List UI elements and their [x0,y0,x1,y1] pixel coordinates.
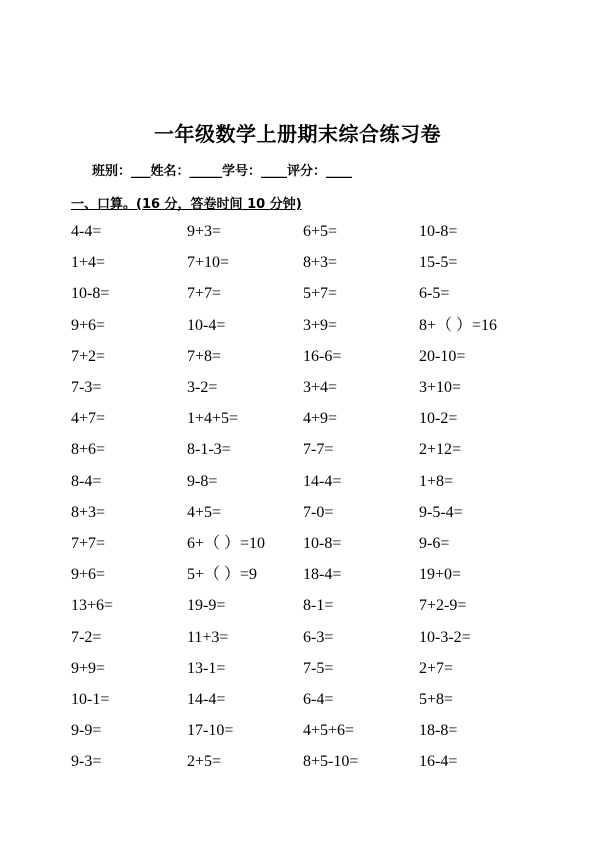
problem-item: 19+0= [419,566,462,584]
problem-item: 1+8= [419,472,454,490]
problem-item: 3+4= [303,379,338,396]
problem-item: 3-2= [187,379,218,396]
problem-item: 1+4+5= [187,410,239,428]
problem-item: 14-4= [303,472,342,490]
problem-item: 13+6= [71,597,114,615]
problem-item: 9+9= [71,659,106,677]
problem-item: 7-3= [71,379,102,396]
section-heading: 一、口算。(16 分，答卷时间 10 分钟) [71,197,302,212]
problem-item: 8+（ ）=16 [419,316,498,334]
problem-item: 6-5= [419,285,450,303]
problem-item: 4+5= [187,503,222,521]
problem-item: 10-2= [419,410,458,428]
student-info-line: 班别：___姓名：_____学号：____评分：____ [92,164,353,179]
problem-item: 16-6= [303,347,342,365]
problem-item: 7+8= [187,347,222,365]
problem-item: 7-0= [303,503,334,521]
problem-item: 7+2= [71,347,106,365]
problem-item: 5+8= [419,691,454,708]
problem-item: 9-9= [71,722,102,740]
problem-item: 16-4= [419,753,458,771]
problem-item: 15-5= [419,254,458,272]
problem-item: 9-5-4= [419,503,463,521]
problem-item: 9-8= [187,472,218,490]
problem-item: 6-3= [303,628,334,646]
problem-item: 6+（ ）=10 [187,535,266,552]
problem-item: 7+7= [71,535,106,552]
problem-item: 11+3= [187,628,229,646]
problem-item: 8+3= [303,254,338,272]
problem-item: 1+4= [71,254,106,272]
problem-item: 8-1-3= [187,441,231,459]
problem-item: 14-4= [187,691,226,708]
problem-item: 8+5-10= [303,753,359,771]
problem-item: 8+3= [71,503,106,521]
problem-item: 7+2-9= [419,597,467,615]
problem-item: 10-1= [71,691,110,708]
problem-item: 9+3= [187,223,222,240]
problem-item: 7-2= [71,628,102,646]
problem-item: 7+10= [187,254,230,272]
problem-item: 17-10= [187,722,234,740]
problem-item: 4+9= [303,410,338,428]
problem-item: 7-7= [303,441,334,459]
problem-item: 8-4= [71,472,102,490]
problem-item: 9+6= [71,316,106,334]
problem-item: 10-8= [419,223,458,240]
problem-item: 9-6= [419,535,450,552]
problem-item: 2+5= [187,753,222,771]
problem-item: 6+5= [303,223,338,240]
problem-item: 3+9= [303,316,338,334]
problem-item: 10-4= [187,316,226,334]
problem-item: 6-4= [303,691,334,708]
problem-item: 4+7= [71,410,106,428]
problem-item: 5+（ ）=9 [187,566,258,584]
problem-item: 4-4= [71,223,102,240]
problem-item: 10-3-2= [419,628,471,646]
problem-item: 20-10= [419,347,466,365]
problem-item: 8-1= [303,597,334,615]
problem-item: 8+6= [71,441,106,459]
problem-item: 10-8= [303,535,342,552]
problem-item: 10-8= [71,285,110,303]
problem-item: 18-4= [303,566,342,584]
problem-item: 7-5= [303,659,334,677]
problem-item: 4+5+6= [303,722,355,740]
problem-item: 7+7= [187,285,222,303]
problem-item: 5+7= [303,285,338,303]
problem-item: 3+10= [419,379,462,396]
page-title: 一年级数学上册期末综合练习卷 [154,122,441,146]
problem-item: 13-1= [187,659,226,677]
problem-item: 18-8= [419,722,458,740]
problem-item: 9+6= [71,566,106,584]
problem-item: 19-9= [187,597,226,615]
problem-item: 9-3= [71,753,102,771]
problem-item: 2+7= [419,659,454,677]
problem-item: 2+12= [419,441,462,459]
